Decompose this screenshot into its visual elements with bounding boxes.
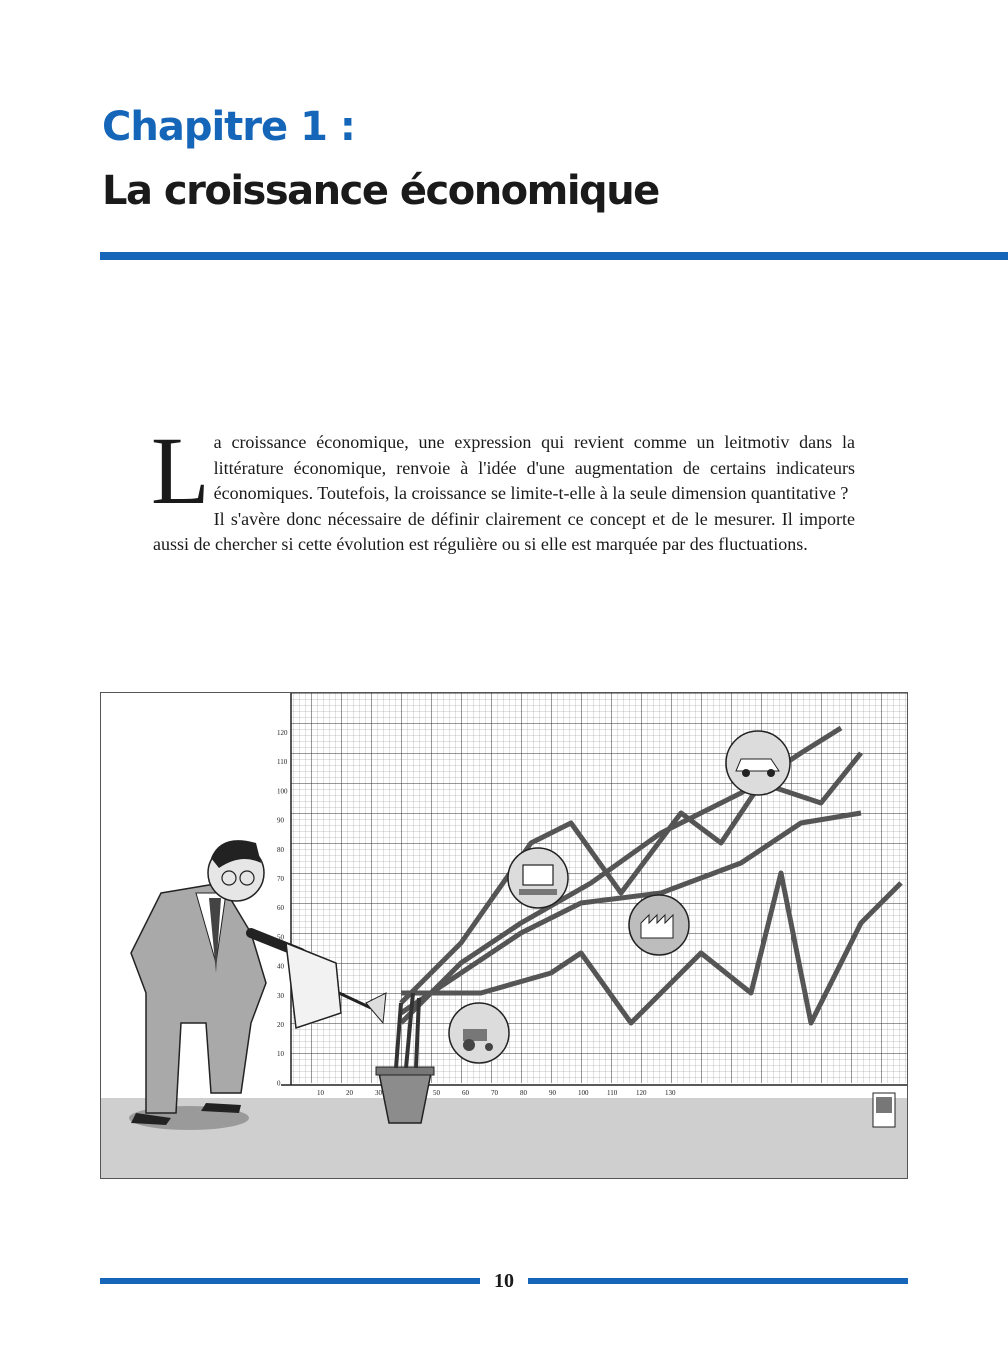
intro-paragraph-1-text: a croissance économique, une expression qui revient comme un leitmotiv dans la littérature économique, renvoie à l'idée d'une augmentation de certains indicateurs économiques. Toutefois, la croissance se limite-t-elle à la seule dimension quantitative ? bbox=[213, 432, 855, 503]
y-tick-label: 0 bbox=[277, 1079, 281, 1088]
y-tick-label: 40 bbox=[277, 962, 284, 971]
x-tick-label: 60 bbox=[462, 1089, 469, 1097]
x-tick-label: 70 bbox=[491, 1089, 498, 1097]
x-tick-label: 10 bbox=[317, 1089, 324, 1097]
y-tick-label: 30 bbox=[277, 991, 284, 1000]
y-tick-label: 80 bbox=[277, 845, 284, 854]
growth-illustration bbox=[100, 692, 908, 1179]
y-tick-label: 50 bbox=[277, 933, 284, 942]
x-tick-labels bbox=[317, 1089, 676, 1097]
x-tick-label: 110 bbox=[607, 1089, 618, 1097]
footer-rule-right bbox=[528, 1278, 908, 1284]
x-tick-label: 130 bbox=[665, 1089, 676, 1097]
publisher-logo-icon bbox=[873, 1093, 895, 1127]
x-tick-label: 120 bbox=[636, 1089, 647, 1097]
graph-paper-grid bbox=[291, 693, 907, 1083]
x-tick-label: 20 bbox=[346, 1089, 353, 1097]
title-rule bbox=[100, 252, 1008, 260]
x-tick-label: 90 bbox=[549, 1089, 556, 1097]
intro-text bbox=[151, 417, 855, 558]
x-tick-label: 30 bbox=[375, 1089, 382, 1097]
factory-fruit-icon bbox=[629, 895, 689, 955]
y-tick-label: 10 bbox=[277, 1050, 284, 1059]
y-tick-label: 110 bbox=[277, 758, 288, 767]
car-fruit-icon bbox=[726, 731, 790, 795]
y-tick-label: 90 bbox=[277, 816, 284, 825]
computer-fruit-icon bbox=[508, 848, 568, 908]
y-tick-labels bbox=[277, 729, 288, 1087]
drop-cap: L bbox=[151, 417, 210, 524]
y-tick-label: 100 bbox=[277, 787, 288, 796]
y-tick-label: 60 bbox=[277, 904, 284, 913]
x-tick-label: 50 bbox=[433, 1089, 440, 1097]
man-watering-icon bbox=[129, 840, 301, 1130]
intro-paragraph-1 bbox=[151, 417, 855, 524]
x-tick-label: 100 bbox=[578, 1089, 589, 1097]
tractor-fruit-icon bbox=[449, 1003, 509, 1063]
chapter-title: La croissance économique bbox=[102, 168, 659, 214]
page-number: 10 bbox=[494, 1270, 514, 1292]
footer-rule-left bbox=[100, 1278, 480, 1284]
y-tick-label: 20 bbox=[277, 1021, 284, 1029]
chapter-label: Chapitre 1 : bbox=[102, 104, 355, 150]
y-tick-label: 70 bbox=[277, 875, 284, 883]
intro-paragraph-2: Il s'avère donc nécessaire de définir clairement ce concept et de le mesurer. Il importe aussi de chercher si cette évolution est régulière ou si elle est marquée par des fluctuations. bbox=[153, 508, 855, 554]
y-tick-label: 120 bbox=[277, 729, 288, 737]
x-tick-label: 80 bbox=[520, 1089, 527, 1097]
